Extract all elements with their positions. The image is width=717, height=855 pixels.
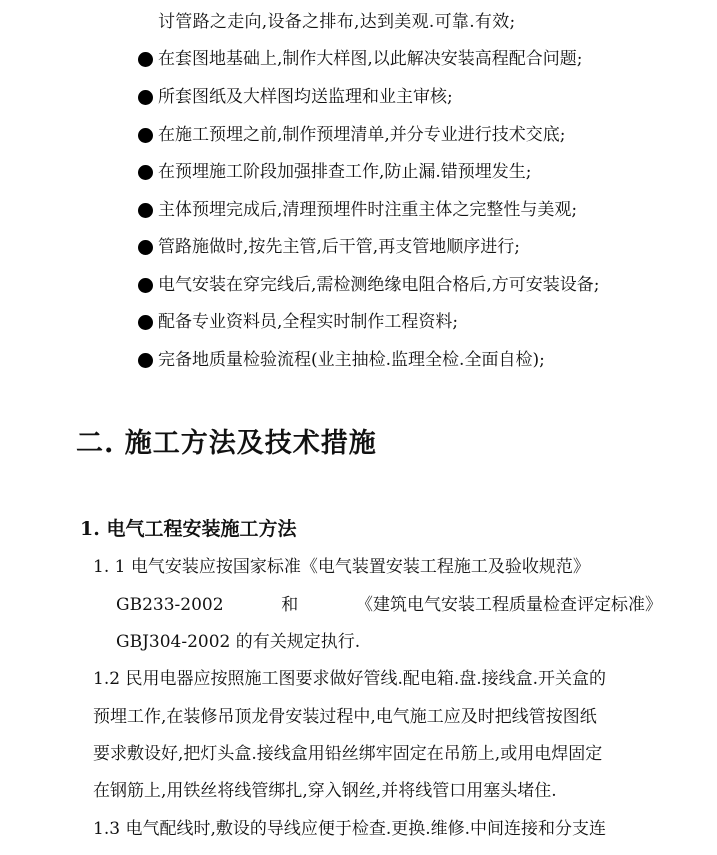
- para-1-3-line-1: 1.3 电气配线时,敷设的导线应便于检查.更换.维修.中间连接和分支连: [93, 819, 607, 839]
- conjunction-text: 和: [281, 595, 299, 615]
- section-heading: 二. 施工方法及技术措施: [76, 428, 377, 459]
- para-1-2-line-2: 预埋工作,在装修吊顶龙骨安装过程中,电气施工应及时把线管按图纸: [93, 707, 597, 727]
- bullet-item: [138, 161, 532, 183]
- bullet-text: 电气安装在穿完线后,需检测绝缘电阻合格后,方可安装设备;: [158, 275, 600, 295]
- bullet-text: 在施工预埋之前,制作预埋清单,并分专业进行技术交底;: [158, 125, 566, 145]
- bullet-text: 管路施做时,按先主管,后干管,再支管地顺序进行;: [158, 237, 520, 257]
- bullet-item: [138, 86, 453, 108]
- bullet-text: 在预埋施工阶段加强排查工作,防止漏.错预埋发生;: [158, 162, 532, 182]
- para-1-1-line-2: [116, 594, 662, 616]
- bullet-dot-icon: [138, 52, 153, 67]
- bullet-item: [138, 48, 583, 70]
- bullet-item: [138, 124, 566, 146]
- bullet-text: 配备专业资料员,全程实时制作工程资料;: [158, 312, 459, 332]
- standard-title: 《建筑电气安装工程质量检查评定标准》: [356, 595, 662, 615]
- para-1-2-line-3: 要求敷设好,把灯头盒.接线盒用铅丝绑牢固定在吊筋上,或用电焊固定: [93, 744, 603, 764]
- para-1-2-line-4: 在钢筋上,用铁丝将线管绑扎,穿入钢丝,并将线管口用塞头堵住.: [93, 781, 557, 801]
- bullet-dot-icon: [138, 278, 153, 293]
- subsection-heading: 1. 电气工程安装施工方法: [80, 518, 297, 540]
- bullet-dot-icon: [138, 128, 153, 143]
- bullet-dot-icon: [138, 90, 153, 105]
- bullet-item: [138, 199, 577, 221]
- bullet-dot-icon: [138, 353, 153, 368]
- bullet-text: 完备地质量检验流程(业主抽检.监理全检.全面自检);: [158, 350, 545, 370]
- para-1-1-line-1: 1. 1 电气安装应按国家标准《电气装置安装工程施工及验收规范》: [93, 557, 590, 577]
- bullet-item: [138, 236, 520, 258]
- bullet-text: 主体预埋完成后,清理预埋件时注重主体之完整性与美观;: [158, 200, 578, 220]
- bullet-text: 在套图地基础上,制作大样图,以此解决安装高程配合问题;: [158, 49, 583, 69]
- bullet-item: [138, 349, 545, 371]
- bullet-item: [138, 274, 600, 296]
- bullet-text: 所套图纸及大样图均送监理和业主审核;: [158, 87, 453, 107]
- para-1-1-line-3: GBJ304-2002 的有关规定执行.: [116, 632, 361, 652]
- intro-continuation-line: 讨管路之走向,设备之排布,达到美观.可靠.有效;: [158, 12, 516, 32]
- bullet-dot-icon: [138, 165, 153, 180]
- bullet-dot-icon: [138, 315, 153, 330]
- para-1-2-line-1: 1.2 民用电器应按照施工图要求做好管线.配电箱.盘.接线盒.开关盒的: [93, 669, 607, 689]
- bullet-dot-icon: [138, 240, 153, 255]
- bullet-item: [138, 311, 458, 333]
- bullet-dot-icon: [138, 203, 153, 218]
- standard-code: GB233-2002: [116, 595, 224, 615]
